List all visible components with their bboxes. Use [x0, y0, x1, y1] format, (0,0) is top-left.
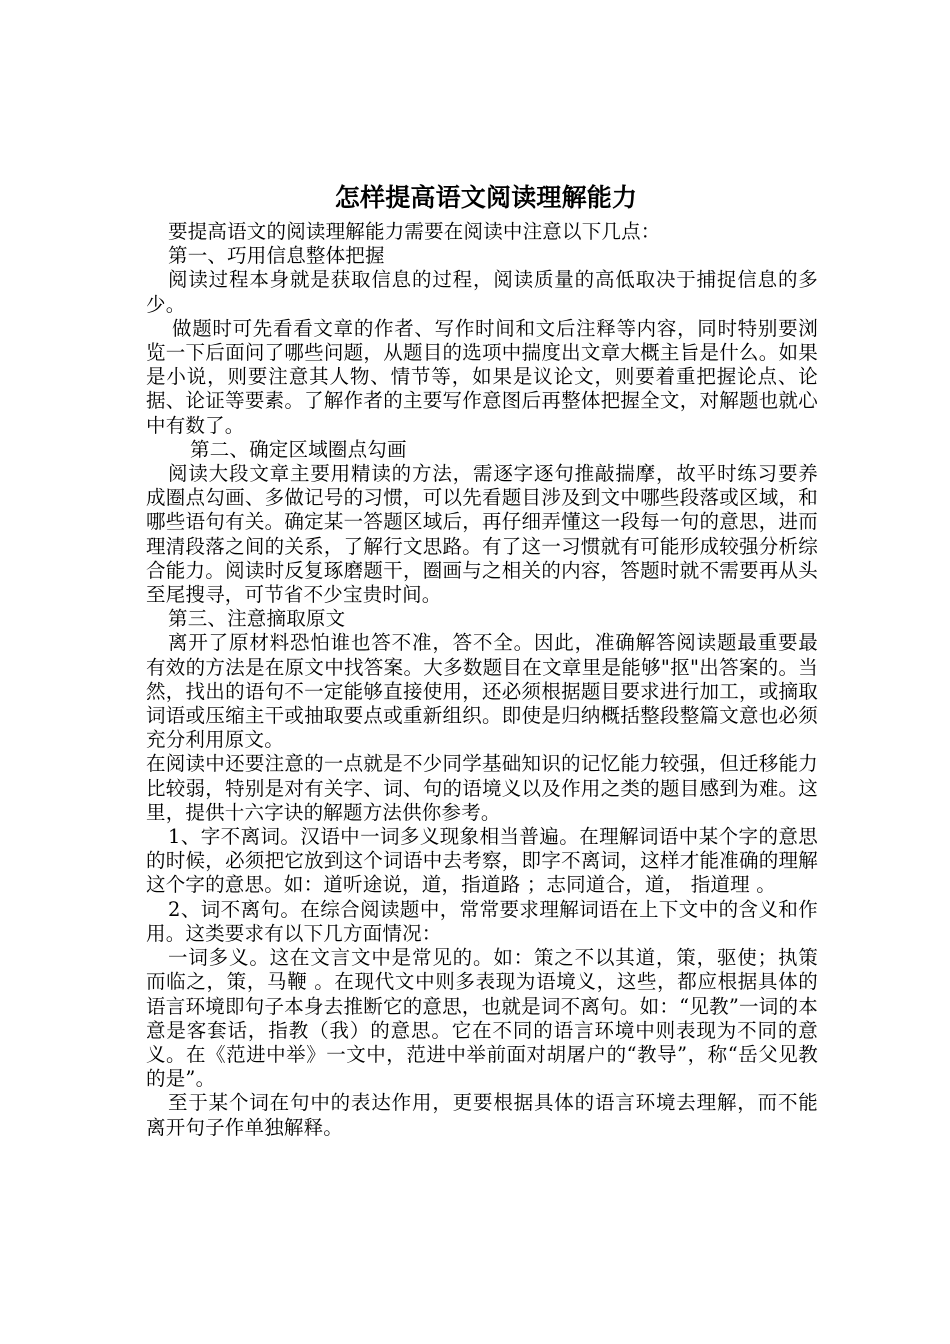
tip-paragraph-2: 2、词不离句。在综合阅读题中，常常要求理解词语在上下文中的含义和作用。这类要求有以下几方面情况：	[146, 897, 818, 945]
paragraph: 离开了原材料恐怕谁也答不准，答不全。因此，准确解答阅读题最重要最有效的方法是在原文中找答案。大多数题目在文章里是能够"抠"出答案的。当然，找出的语句不一定能够直接使用，还必须根据题目要求进行加工，或摘取词语或压缩主干或抽取要点或重新组织。即使是归纳概括整段整篇文意也必须充分利用原文。	[146, 631, 818, 752]
paragraph: 阅读大段文章主要用精读的方法，需逐字逐句推敲揣摩，故平时练习要养成圈点勾画、多做记号的习惯，可以先看题目涉及到文中哪些段落或区域，和哪些语句有关。确定某一答题区域后，再仔细弄懂这一段每一句的意思，进而理清段落之间的关系，了解行文思路。有了这一习惯就有可能形成较强分析综合能力。阅读时反复琢磨题干，圈画与之相关的内容，答题时就不需要再从头至尾搜寻，可节省不少宝贵时间。	[146, 462, 818, 607]
section-heading-1: 第一、巧用信息整体把握	[168, 244, 385, 268]
paragraph: 在阅读中还要注意的一点就是不少同学基础知识的记忆能力较强，但迁移能力比较弱，特别是对有关字、词、句的语境义以及作用之类的题目感到为难。这里，提供十六字诀的解题方法供你参考。	[146, 752, 818, 824]
section-heading-3: 第三、注意摘取原文	[168, 607, 346, 631]
paragraph: 至于某个词在句中的表达作用，更要根据具体的语言环境去理解，而不能离开句子作单独解释。	[146, 1091, 818, 1139]
paragraph: 阅读过程本身就是获取信息的过程，阅读质量的高低取决于捕捉信息的多少。	[146, 268, 818, 316]
section-heading-2: 第二、确定区域圈点勾画	[190, 437, 407, 461]
document-body	[146, 180, 818, 1140]
tip-paragraph-1: 1、字不离词。汉语中一词多义现象相当普遍。在理解词语中某个字的意思的时候，必须把它放到这个词语中去考察，即字不离词，这样才能准确的理解这个字的意思。如：道听途说，道，指道路 ；志同道合，道， 指道理 。	[146, 825, 818, 897]
paragraph: 一词多义。这在文言文中是常见的。如：策之不以其道，策，驱使；执策而临之，策，马鞭 。在现代文中则多表现为语境义，这些，都应根据具体的语言环境即句子本身去推断它的意思，也就是词不离句。如：“见教”一词的本意是客套话，指教（我）的意思。它在不同的语言环境中则表现为不同的意义。在《范进中举》一文中，范进中举前面对胡屠户的“教导”，称“岳父见教的是”。	[146, 946, 818, 1091]
document-title: 怎样提高语文阅读理解能力	[334, 183, 638, 212]
paragraph: 做题时可先看看文章的作者、写作时间和文后注释等内容，同时特别要浏览一下后面问了哪些问题，从题目的选项中揣度出文章大概主旨是什么。如果是小说，则要注意其人物、情节等，如果是议论文，则要着重把握论点、论据、论证等要素。了解作者的主要写作意图后再整体把握全文，对解题也就心中有数了。	[146, 316, 818, 437]
intro-paragraph: 要提高语文的阅读理解能力需要在阅读中注意以下几点：	[168, 220, 661, 243]
